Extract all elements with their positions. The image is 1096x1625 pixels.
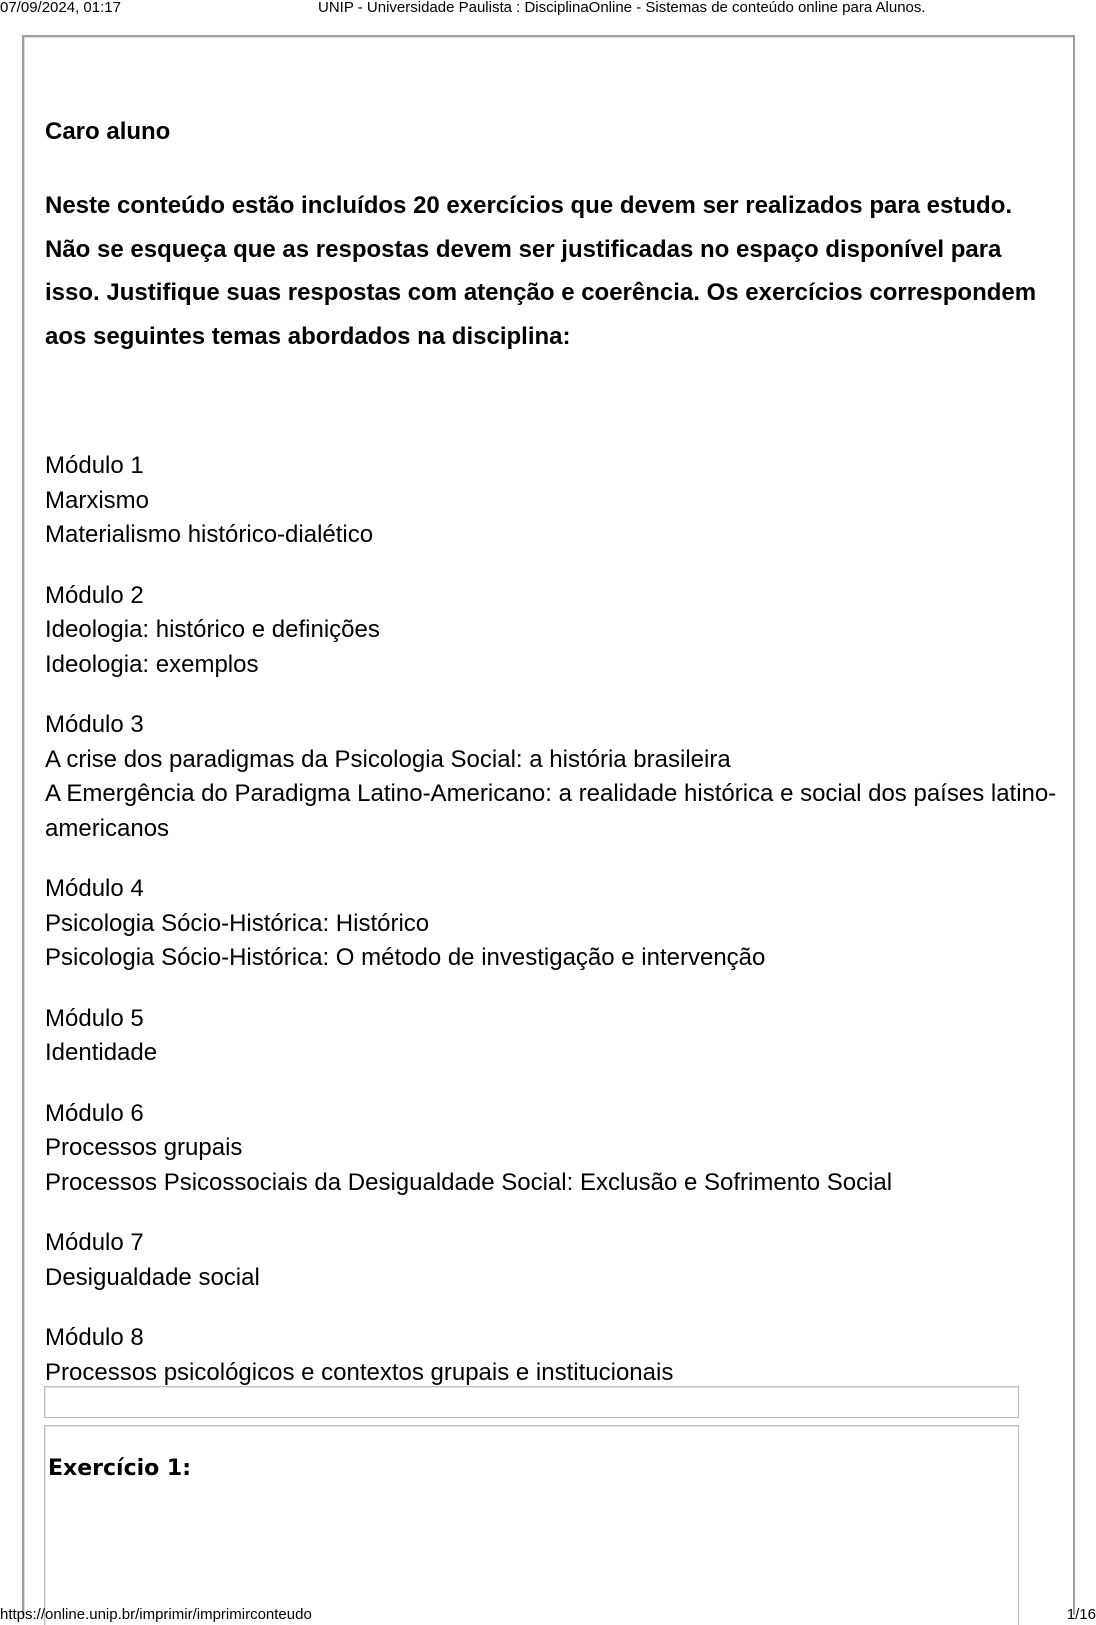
module-topic: Identidade: [45, 1039, 158, 1066]
print-datetime: 07/09/2024, 01:17: [0, 0, 121, 16]
print-footer: [0, 1603, 1096, 1623]
module-title: Módulo 8: [45, 1324, 144, 1351]
module-topic: A Emergência do Paradigma Latino-Americano: a realidade histórica e social dos países latino-americanos: [45, 780, 1057, 842]
module-8: [45, 1321, 1065, 1390]
separator-box: [44, 1386, 1019, 1418]
module-topic: A crise dos paradigmas da Psicologia Social: a história brasileira: [45, 745, 731, 773]
module-title: Módulo 2: [45, 581, 144, 609]
page-number: 1/16: [1066, 1606, 1096, 1623]
module-topic: Processos psicológicos e contextos grupais e institucionais: [45, 1358, 674, 1386]
module-topic: Psicologia Sócio-Histórica: Histórico: [45, 909, 430, 937]
module-3: [45, 708, 1065, 846]
intro-paragraph: Neste conteúdo estão incluídos 20 exercícios que devem ser realizados para estudo. Não se esqueça que as respostas devem ser justificadas no espaço disponível para isso. Justifique suas respostas com atenção e coerência. Os exercícios correspondem aos seguintes temas abordados na disciplina:: [45, 192, 1037, 350]
module-topic: Marxismo: [45, 486, 150, 514]
module-topic: Psicologia Sócio-Histórica: O método de investigação e intervenção: [45, 944, 766, 971]
module-1: [45, 449, 1065, 553]
module-title: Módulo 3: [45, 711, 144, 738]
module-title: Módulo 1: [45, 452, 144, 479]
print-url: https://online.unip.br/imprimir/imprimirconteudo: [0, 1606, 312, 1623]
module-topic: Desigualdade social: [45, 1263, 260, 1291]
module-5: [45, 1002, 1065, 1071]
module-4: [45, 872, 1065, 976]
module-title: Módulo 7: [45, 1229, 144, 1256]
module-title: Módulo 5: [45, 1004, 144, 1032]
module-topic: Processos grupais: [45, 1134, 243, 1161]
module-topic: Ideologia: histórico e definições: [45, 616, 380, 643]
module-title: Módulo 6: [45, 1099, 144, 1127]
module-6: [45, 1097, 1065, 1201]
module-title: Módulo 4: [45, 875, 144, 902]
module-list: [45, 449, 1065, 1416]
module-7: [45, 1226, 1065, 1295]
print-page-title: UNIP - Universidade Paulista : DisciplinaOnline - Sistemas de conteúdo online para Alunos.: [318, 0, 926, 16]
print-header: [0, 0, 1096, 20]
module-2: [45, 579, 1065, 683]
exercise-card: [44, 1425, 1019, 1625]
module-topic: Materialismo histórico-dialético: [45, 521, 374, 548]
module-topic: Ideologia: exemplos: [45, 650, 259, 678]
exercise-title: Exercício 1:: [48, 1456, 192, 1481]
greeting-heading: Caro aluno: [45, 118, 171, 145]
module-topic: Processos Psicossociais da Desigualdade Social: Exclusão e Sofrimento Social: [45, 1168, 893, 1196]
